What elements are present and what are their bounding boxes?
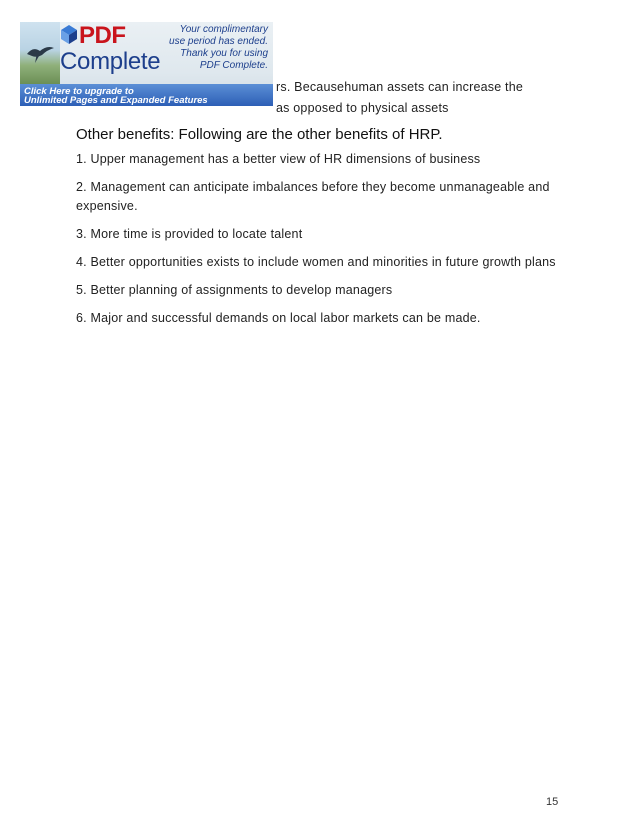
banner-landscape-image [20, 22, 60, 84]
banner-message-line: use period has ended. [169, 36, 268, 47]
banner-message-line: Your complimentary [179, 24, 268, 35]
banner-message-line: PDF Complete. [199, 60, 268, 71]
banner-message [150, 24, 268, 72]
banner-message-line: Thank you for using [180, 48, 268, 59]
section-heading: Other benefits: Following are the other benefits of HRP. [76, 126, 443, 143]
upgrade-link-line[interactable]: Click Here to upgrade to [24, 86, 134, 97]
list-item: 3. More time is provided to locate talent [76, 227, 303, 241]
list-item: 1. Upper management has a better view of HR dimensions of business [76, 152, 481, 166]
upgrade-link-line[interactable]: Unlimited Pages and Expanded Features [24, 95, 208, 106]
list-item: 6. Major and successful demands on local labor markets can be made. [76, 311, 481, 325]
pdf-complete-upgrade-banner[interactable] [20, 22, 273, 106]
page-number: 15 [546, 796, 559, 808]
fragment-line: rs. Becausehuman assets can increase the [276, 80, 524, 94]
list-item: 2. Management can anticipate imbalances before they become unmanageable and expensive. [76, 180, 550, 213]
fragment-line: as opposed to physical assets [276, 101, 449, 115]
pdf-complete-logo-icon [60, 24, 78, 46]
benefits-list [76, 150, 556, 337]
paragraph-fragment [276, 77, 523, 119]
brand-complete: Complete [60, 48, 161, 75]
brand-pdf: PDF [79, 22, 126, 49]
bird-icon [23, 36, 57, 70]
list-item: 5. Better planning of assignments to develop managers [76, 283, 393, 297]
upgrade-link[interactable] [20, 84, 273, 106]
list-item: 4. Better opportunities exists to include women and minorities in future growth plans [76, 255, 556, 269]
